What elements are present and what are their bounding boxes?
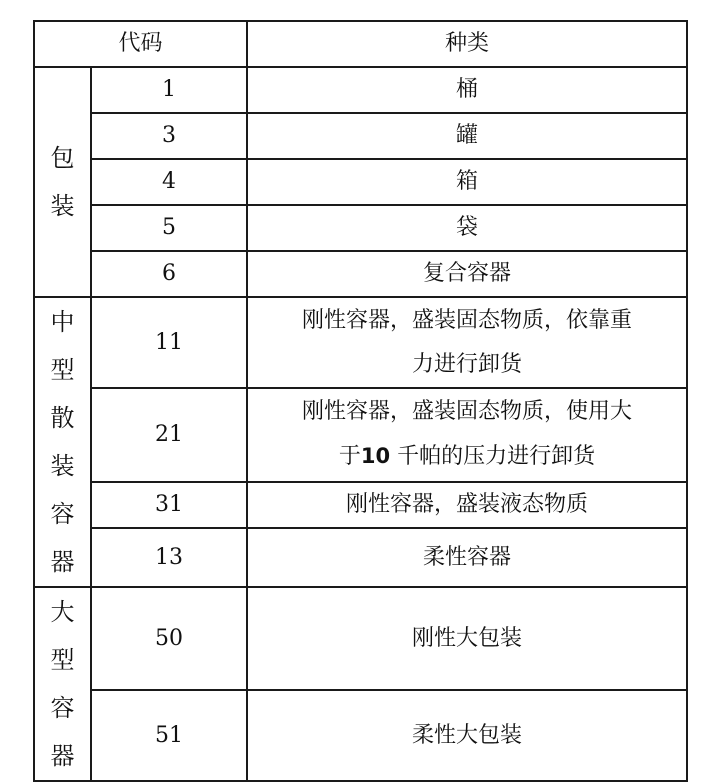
table-row bbox=[34, 690, 687, 781]
table-row bbox=[34, 482, 687, 529]
code-cell: 13 bbox=[91, 528, 247, 587]
kind-number: 10 bbox=[360, 444, 391, 469]
code-cell: 4 bbox=[91, 159, 247, 205]
code-cell: 51 bbox=[91, 690, 247, 781]
table-row bbox=[34, 297, 687, 388]
kind-cell: 柔性大包装 bbox=[247, 690, 687, 781]
code-cell: 31 bbox=[91, 482, 247, 529]
table-row bbox=[34, 159, 687, 205]
kind-cell: 复合容器 bbox=[247, 251, 687, 297]
group-char: 装 bbox=[50, 452, 75, 480]
group-char: 大 bbox=[50, 598, 75, 626]
group-packaging bbox=[34, 67, 91, 297]
code-cell: 50 bbox=[91, 587, 247, 690]
table-row bbox=[34, 113, 687, 159]
group-char: 装 bbox=[50, 192, 75, 220]
table-row bbox=[34, 67, 687, 113]
group-char: 容 bbox=[50, 694, 75, 722]
group-char: 中 bbox=[50, 308, 75, 336]
header-kind: 种类 bbox=[247, 21, 687, 67]
table-row bbox=[34, 205, 687, 251]
code-cell: 21 bbox=[91, 388, 247, 481]
kind-text: 千帕的压力进行卸货 bbox=[390, 444, 596, 470]
code-cell: 1 bbox=[91, 67, 247, 113]
packaging-code-table bbox=[33, 20, 688, 782]
kind-cell: 罐 bbox=[247, 113, 687, 159]
code-cell: 3 bbox=[91, 113, 247, 159]
table-row bbox=[34, 388, 687, 481]
kind-cell: 刚性大包装 bbox=[247, 587, 687, 690]
group-char: 器 bbox=[50, 742, 75, 770]
kind-cell: 桶 bbox=[247, 67, 687, 113]
group-char: 散 bbox=[50, 404, 75, 432]
code-cell: 5 bbox=[91, 205, 247, 251]
kind-cell: 箱 bbox=[247, 159, 687, 205]
kind-cell: 柔性容器 bbox=[247, 528, 687, 587]
group-ibc bbox=[34, 297, 91, 587]
kind-line: 刚性容器，盛装固态物质，依靠重 bbox=[302, 307, 633, 333]
group-char: 包 bbox=[50, 144, 75, 172]
kind-cell: 刚性容器，盛装液态物质 bbox=[247, 482, 687, 529]
kind-text: 于 bbox=[338, 444, 361, 470]
header-row bbox=[34, 21, 687, 67]
table-row bbox=[34, 587, 687, 690]
header-code: 代码 bbox=[34, 21, 247, 67]
group-char: 器 bbox=[50, 548, 75, 576]
kind-cell bbox=[247, 297, 687, 388]
table-row bbox=[34, 251, 687, 297]
group-char: 型 bbox=[50, 646, 75, 674]
table-row bbox=[34, 528, 687, 587]
kind-cell: 袋 bbox=[247, 205, 687, 251]
code-cell: 11 bbox=[91, 297, 247, 388]
group-char: 型 bbox=[50, 356, 75, 384]
group-large bbox=[34, 587, 91, 781]
kind-cell bbox=[247, 388, 687, 481]
kind-line: 力进行卸货 bbox=[412, 351, 523, 377]
kind-line: 刚性容器，盛装固态物质，使用大 bbox=[302, 399, 633, 425]
code-cell: 6 bbox=[91, 251, 247, 297]
group-char: 容 bbox=[50, 500, 75, 528]
kind-line bbox=[248, 434, 686, 479]
